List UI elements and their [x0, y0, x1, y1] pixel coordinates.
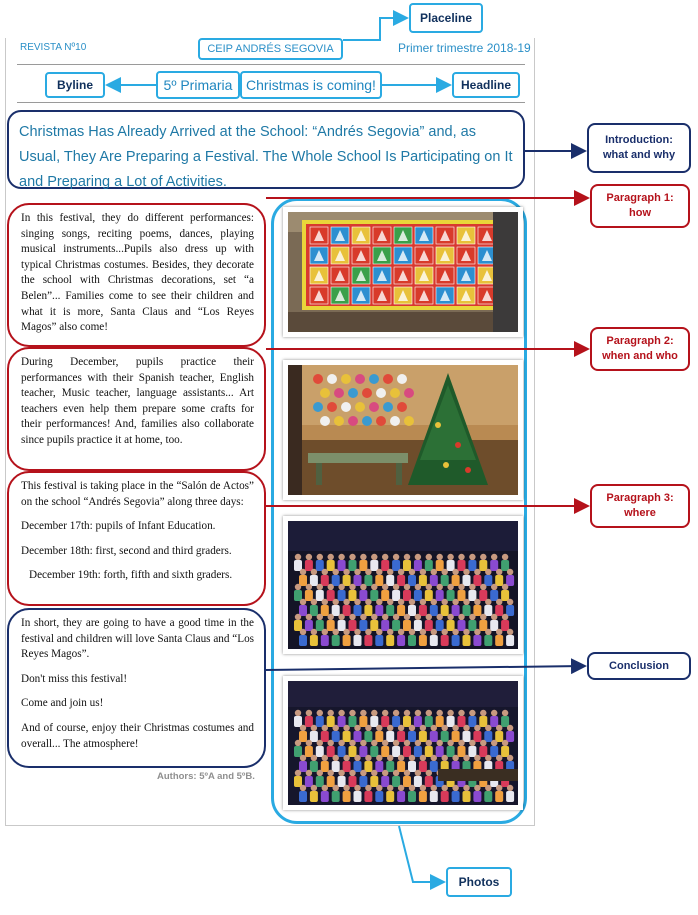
conclusion-text-1: In short, they are going to have a good time in the festival and children will love Santa Claus and “Los Reyes Magos”. — [21, 617, 255, 661]
term-text: Primer trimestre — [398, 41, 484, 55]
para1-title: Paragraph 1: — [606, 192, 674, 204]
conclusion-text-4: And of course, enjoy their Christmas costumes and overall... The atmosphere! — [21, 721, 254, 750]
conclusion-label: Conclusion — [587, 652, 691, 680]
para3-sub: where — [624, 507, 656, 519]
paragraph-3-text: This festival is taking place in the “Salón de Actos” on the school “Andrés Segovia” along three days: — [21, 480, 254, 508]
placeline-school: CEIP ANDRÉS SEGOVIA — [198, 38, 343, 60]
byline-grade: 5º Primaria — [156, 71, 240, 99]
para2-sub: when and who — [602, 350, 678, 362]
paragraph-2-text: During December, pupils practice their performances with their Spanish teacher, English teacher, Music teacher, language assistants... Art teachers even help them prepare some crafts for their performances! And, families also collaborate since pupils practice it at home, too. — [21, 356, 254, 446]
placeline-label: Placeline — [409, 3, 483, 33]
authors-credit: Authors: 5ºA and 5ºB. — [157, 771, 255, 782]
conclusion-arrow — [266, 666, 583, 670]
day-2-text: December 18th: first, second and third graders. — [21, 544, 232, 557]
photos-label: Photos — [446, 867, 512, 897]
photos-arrow — [399, 826, 442, 882]
intro-sub: what and why — [602, 149, 676, 161]
para1-sub: how — [629, 207, 651, 219]
intro-title: Introduction: — [605, 134, 673, 146]
conclusion-text-3: Come and join us! — [21, 697, 104, 710]
headline-text-box: Christmas is coming! — [240, 71, 382, 99]
headline-label: Headline — [452, 72, 520, 98]
day-3-text: December 19th: forth, fifth and sixth graders. — [29, 569, 233, 582]
para2-title: Paragraph 2: — [606, 335, 674, 347]
conclusion-text-2: Don't miss this festival! — [21, 672, 128, 685]
year-text: 2018-19 — [486, 41, 531, 55]
placeline-arrow — [343, 18, 405, 40]
introduction-box: Christmas Has Already Arrived at the School: “Andrés Segovia” and, as Usual, They Are Preparing a Festival. The Whole School Is Participating on It and Preparing a Lot of Activities. — [7, 110, 525, 189]
byline-label: Byline — [45, 72, 105, 98]
paragraph-1-text: In this festival, they do different performances: singing songs, reciting poems, dances, playing musical instruments...Pupils also dress up with typical Christmas costumes. Besides, they decorate the school with Christmas decorations, set “a Belen”... Families come to see their children and what it is more, Santa Claus and “Los Reyes Magos” also come! — [21, 212, 254, 334]
magazine-issue: REVISTA Nº10 — [20, 42, 87, 53]
day-1-text: December 17th: pupils of Infant Education. — [21, 520, 216, 533]
para3-title: Paragraph 3: — [606, 492, 674, 504]
